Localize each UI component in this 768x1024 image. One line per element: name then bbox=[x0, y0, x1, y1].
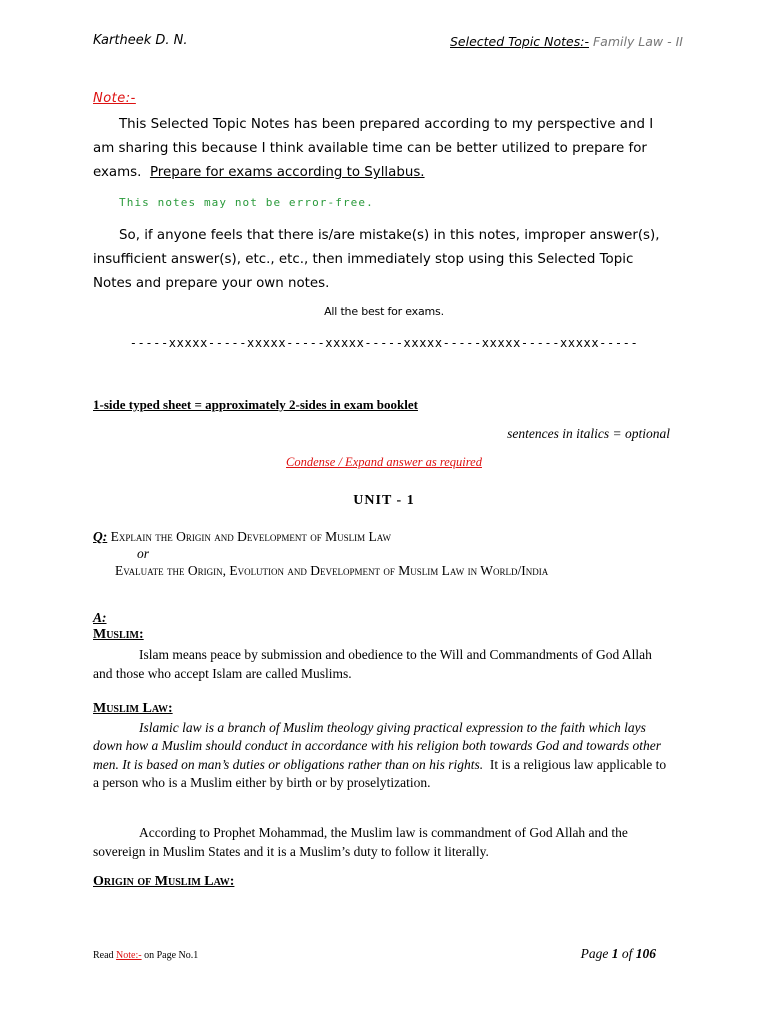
question-line-1: Explain the Origin and Development of Muslim Law bbox=[110, 529, 392, 544]
question-label: Q: bbox=[93, 529, 108, 544]
footer-note-link: Note:- bbox=[116, 950, 142, 961]
header-subject: Family Law - II bbox=[592, 34, 683, 49]
muslim-paragraph bbox=[93, 645, 668, 683]
muslim-paragraph-text: Islam means peace by submission and obedience to the Will and Commandments of God Allah and those who accept Islam are called Muslims. bbox=[93, 647, 652, 681]
mistake-paragraph-text: So, if anyone feels that there is/are mistake(s) in this notes, improper answer(s), insufficient answer(s), etc., etc., then immediately stop using this Selected Topic Notes and prepare your own notes. bbox=[93, 228, 660, 291]
page-number bbox=[581, 946, 656, 962]
mistake-paragraph bbox=[93, 224, 673, 296]
note-paragraph-text: This Selected Topic Notes has been prepared according to my perspective and I am sharing this because I think available time can be better utilized to prepare for exams. bbox=[93, 117, 654, 180]
answer-label: A: bbox=[93, 610, 107, 625]
question-block bbox=[93, 528, 693, 579]
origin-heading: Origin of Muslim Law: bbox=[93, 874, 235, 889]
page-current: 1 bbox=[611, 946, 619, 961]
note-syllabus-text: Prepare for exams according to Syllabus. bbox=[149, 165, 425, 180]
page-word: Page bbox=[580, 946, 609, 961]
muslim-law-plain-text: It is a religious law applicable to a person who is a Muslim either by birth or by proselytization. bbox=[93, 756, 667, 790]
muslim-law-paragraph-2 bbox=[93, 823, 668, 861]
header-author: Kartheek D. N. bbox=[93, 33, 188, 48]
header-title bbox=[450, 34, 683, 49]
note-paragraph bbox=[93, 113, 673, 185]
footer-read-note bbox=[93, 950, 198, 961]
condense-note: Condense / Expand answer as required bbox=[286, 455, 482, 469]
page-of: of bbox=[621, 946, 633, 961]
best-wishes: All the best for exams. bbox=[324, 305, 444, 318]
note-label: Note:- bbox=[93, 91, 136, 106]
page-total: 106 bbox=[635, 946, 656, 961]
footer-read: Read bbox=[93, 950, 114, 961]
footer-on-page: on Page No.1 bbox=[144, 950, 199, 961]
muslim-heading: Muslim: bbox=[93, 627, 144, 642]
unit-heading: UNIT - 1 bbox=[353, 493, 415, 508]
muslim-law-paragraph bbox=[93, 719, 668, 792]
divider-line: -----xxxxx-----xxxxx-----xxxxx-----xxxxx-----xxxxx-----xxxxx----- bbox=[129, 336, 639, 350]
question-or: or bbox=[137, 546, 150, 561]
typed-sheet-note: 1-side typed sheet = approximately 2-sides in exam booklet bbox=[93, 397, 418, 412]
question-line-2: Evaluate the Origin, Evolution and Development of Muslim Law in World/India bbox=[115, 563, 549, 578]
muslim-law-italic-text: Islamic law is a branch of Muslim theology giving practical expression to the faith which lays down how a Muslim should conduct in accordance with his religion both towards God and towards other men. It is based on man’s duties or obligations rather than on his rights. bbox=[93, 720, 661, 772]
italics-note: sentences in italics = optional bbox=[507, 426, 670, 441]
header-title-link: Selected Topic Notes:- bbox=[450, 34, 589, 49]
error-free-note: This notes may not be error-free. bbox=[119, 196, 374, 209]
muslim-law-paragraph-2-text: According to Prophet Mohammad, the Muslim law is commandment of God Allah and the sovereign in Muslim States and it is a Muslim’s duty to follow it literally. bbox=[93, 825, 628, 859]
muslim-law-heading: Muslim Law: bbox=[93, 701, 173, 716]
